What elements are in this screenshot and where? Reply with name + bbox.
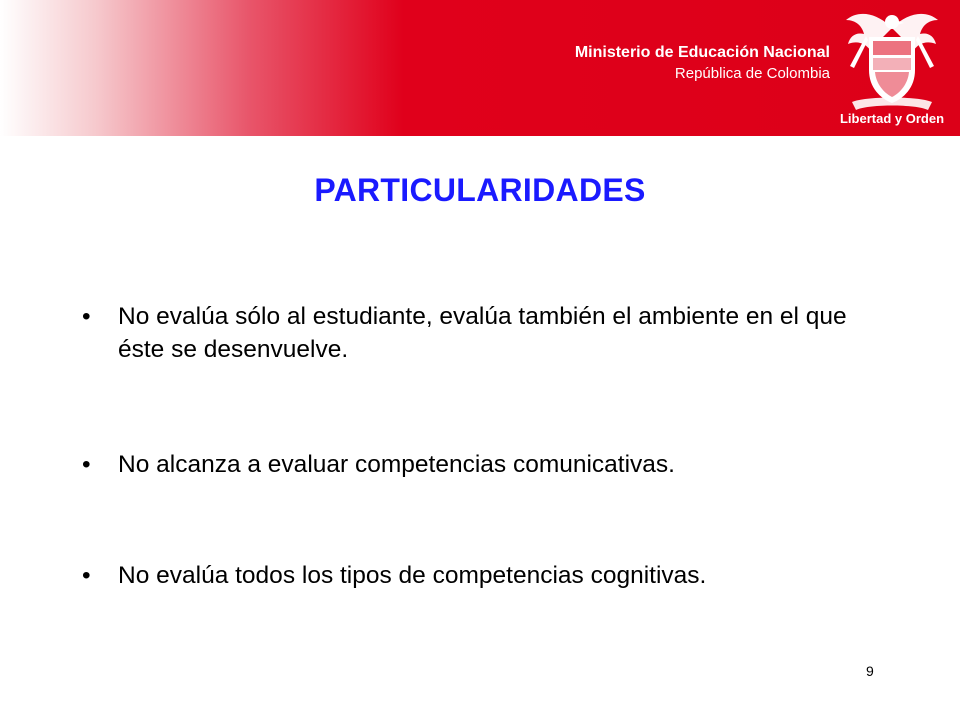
bullet-marker: • <box>82 451 91 478</box>
header-banner <box>0 0 960 136</box>
slide-title: PARTICULARIDADES <box>314 172 646 208</box>
colombia-coat-of-arms-logo <box>836 6 948 132</box>
bullet-marker: • <box>82 562 91 589</box>
bullet-text: No evalúa todos los tipos de competencias cognitivas. <box>118 562 707 589</box>
ministry-block <box>575 43 830 85</box>
bullet-text: No evalúa sólo al estudiante, evalúa también el ambiente en el que éste se desenvuelve. <box>118 303 847 363</box>
crest-motto: Libertad y Orden <box>839 111 945 126</box>
page-number: 9 <box>866 663 874 679</box>
bullet-text: No alcanza a evaluar competencias comunicativas. <box>118 451 675 478</box>
ministry-name: Ministerio de Educación Nacional <box>574 44 830 61</box>
country-name: República de Colombia <box>674 65 830 82</box>
bullet-marker: • <box>82 303 91 330</box>
